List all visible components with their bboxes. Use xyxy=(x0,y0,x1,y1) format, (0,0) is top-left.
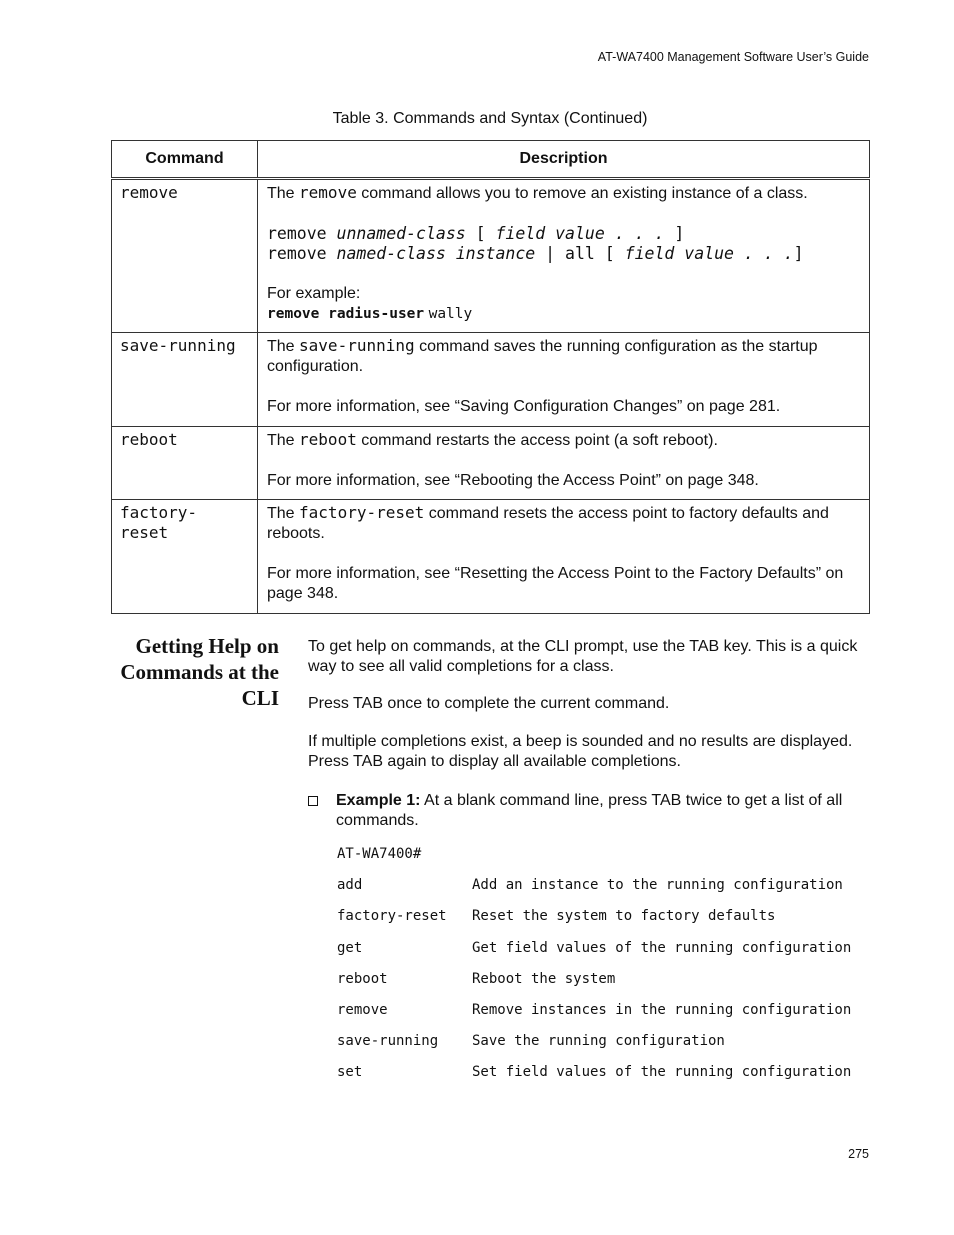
listing-description: Reset the system to factory defaults xyxy=(472,908,776,924)
syntax-line-1: remove unnamed-class [ field value . . . ] xyxy=(267,224,685,243)
description-cell xyxy=(258,333,870,427)
command-cell: save-running xyxy=(112,333,258,427)
listing-description: Set field values of the running configuration xyxy=(472,1064,852,1080)
listing-command: factory-reset xyxy=(337,908,447,924)
description-text: The factory-reset command resets the access point to factory defaults and reboots. xyxy=(267,503,829,542)
description-text: The remove command allows you to remove an existing instance of a class. xyxy=(267,183,808,202)
listing-description: Get field values of the running configuration xyxy=(472,940,852,956)
listing-command: remove xyxy=(337,1002,388,1018)
listing-command: get xyxy=(337,940,363,956)
description-text: The reboot command restarts the access point (a soft reboot). xyxy=(267,430,718,449)
listing-command: save-running xyxy=(337,1033,439,1049)
table-row-remove xyxy=(112,179,870,333)
more-info-text: For more information, see “Saving Configuration Changes” on page 281. xyxy=(267,398,781,415)
body-paragraph-3: If multiple completions exist, a beep is sounded and no results are displayed. Press TAB again to display all available completions. xyxy=(308,733,853,770)
table-row-factory-reset xyxy=(112,500,870,614)
example-paragraph: Example 1: At a blank command line, press TAB twice to get a list of all commands. xyxy=(336,792,843,829)
column-header-command: Command xyxy=(112,141,258,179)
listing-command: reboot xyxy=(337,971,388,987)
example-command: remove radius-user wally xyxy=(267,306,473,322)
description-cell xyxy=(258,500,870,614)
checkbox-bullet-icon xyxy=(308,796,318,806)
commands-table xyxy=(111,140,870,614)
inline-command: reboot xyxy=(299,430,357,449)
listing-description: Save the running configuration xyxy=(472,1033,725,1049)
description-text: The save-running command saves the running configuration as the startup configuration. xyxy=(267,336,818,375)
table-caption: Table 3. Commands and Syntax (Continued) xyxy=(332,110,648,127)
syntax-line-2: remove named-class instance | all [ field value . . .] xyxy=(267,244,804,263)
body-paragraph-1: To get help on commands, at the CLI prompt, use the TAB key. This is a quick way to see all valid completions for a class. xyxy=(308,638,858,675)
description-cell xyxy=(258,179,870,333)
listing-description: Add an instance to the running configuration xyxy=(472,877,843,893)
inline-command: factory-reset xyxy=(299,503,425,522)
inline-command: save-running xyxy=(299,336,415,355)
listing-command: set xyxy=(337,1064,363,1080)
table-row-reboot xyxy=(112,427,870,500)
listing-description: Reboot the system xyxy=(472,971,616,987)
command-cell: factory- reset xyxy=(112,500,258,614)
page-number: 275 xyxy=(848,1147,869,1161)
body-paragraph-2: Press TAB once to complete the current command. xyxy=(308,695,670,712)
description-cell xyxy=(258,427,870,500)
inline-command: remove xyxy=(299,183,357,202)
cli-prompt: AT-WA7400# xyxy=(337,846,422,862)
more-info-text: For more information, see “Resetting the Access Point to the Factory Defaults” on page 348. xyxy=(267,565,844,602)
more-info-text: For more information, see “Rebooting the Access Point” on page 348. xyxy=(267,472,759,489)
table-header-row xyxy=(112,141,870,179)
example-label: For example: xyxy=(267,285,361,302)
listing-command: add xyxy=(337,877,363,893)
command-cell: remove xyxy=(112,179,258,333)
listing-description: Remove instances in the running configuration xyxy=(472,1002,852,1018)
running-header: AT-WA7400 Management Software User’s Guide xyxy=(597,50,869,64)
section-heading: Getting Help on Commands at the CLI xyxy=(120,634,279,710)
command-cell: reboot xyxy=(112,427,258,500)
column-header-description: Description xyxy=(258,141,870,179)
table-row-save-running xyxy=(112,333,870,427)
